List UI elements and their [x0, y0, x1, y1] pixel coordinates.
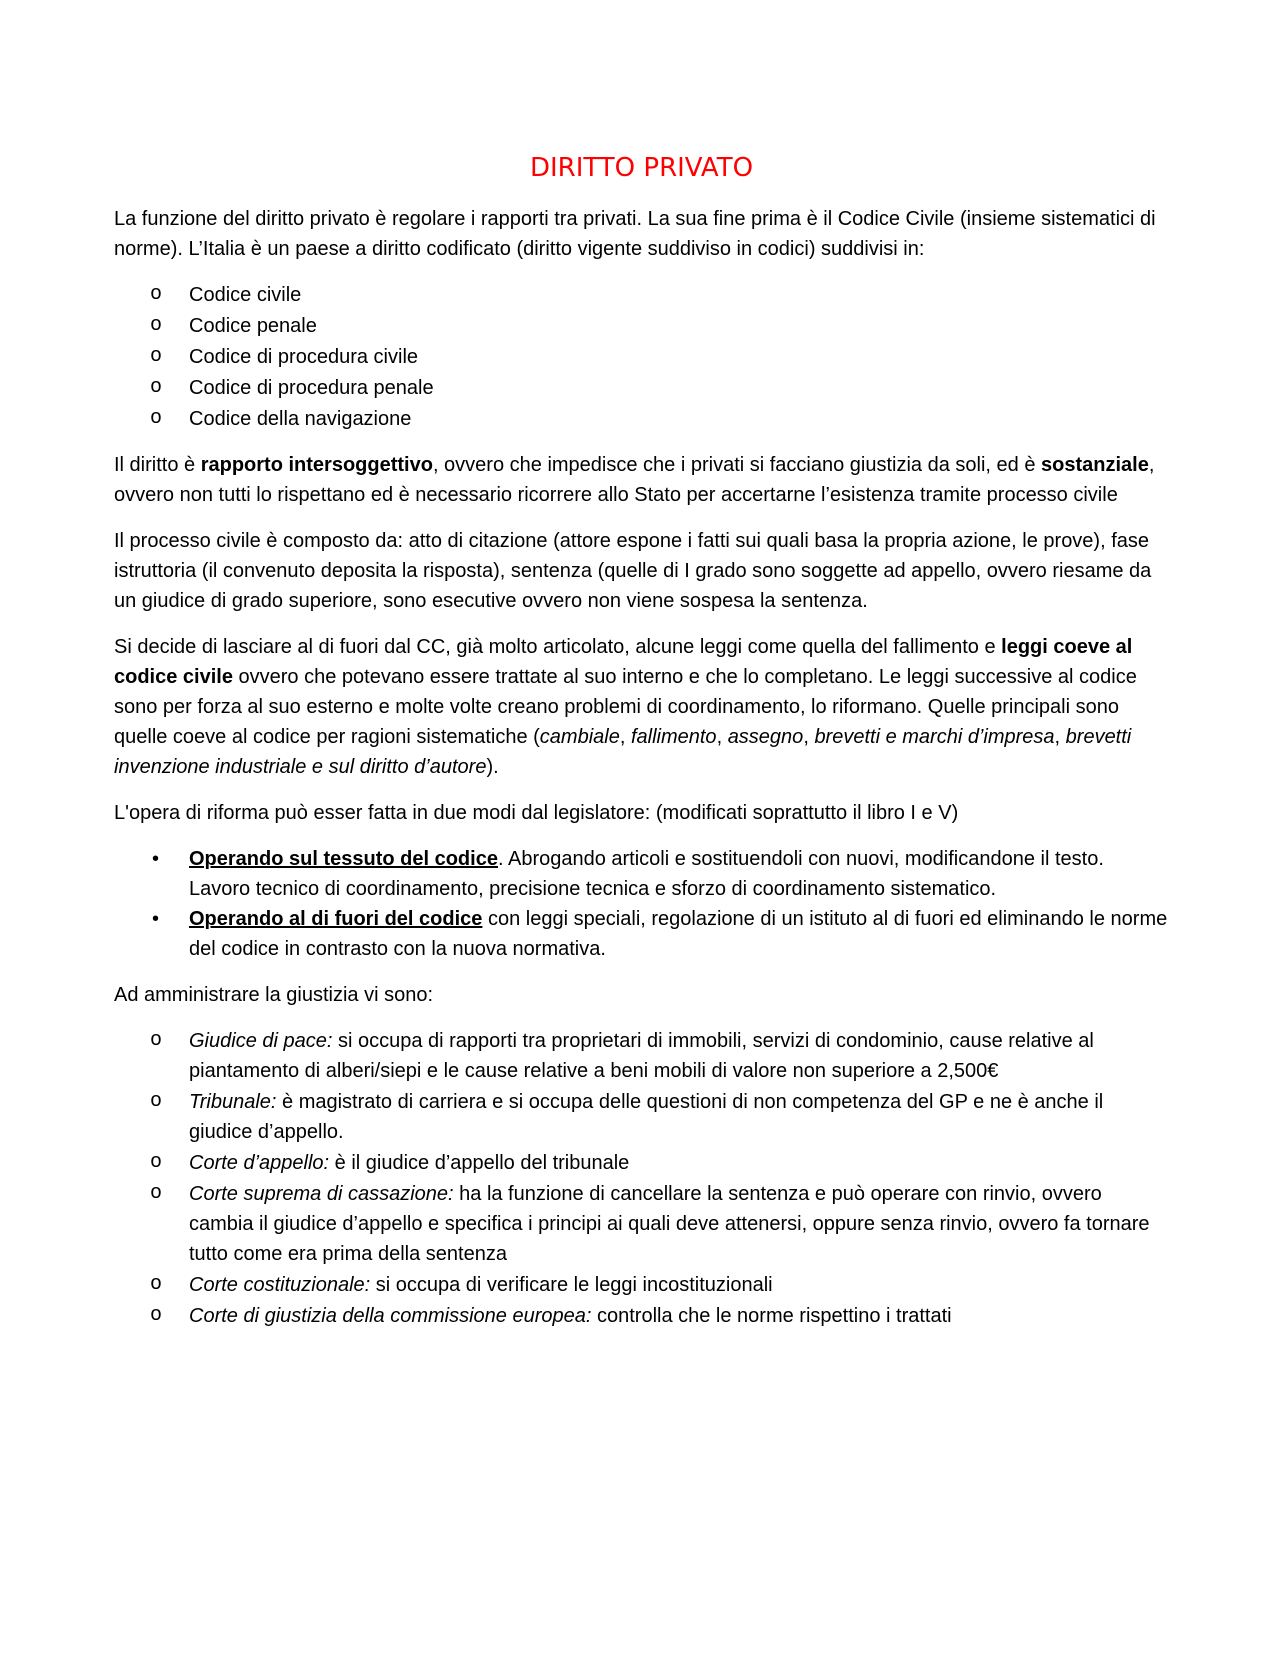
- circle-bullet-icon: o: [150, 1182, 163, 1205]
- circle-bullet-icon: o: [150, 407, 163, 430]
- bold-term: sostanziale: [1041, 454, 1149, 476]
- codici-list: [114, 280, 1169, 434]
- list-item: o Tribunale: è magistrato di carriera e si occupa delle questioni di non competenza del GP e ne è anche il giudice d’appello.: [114, 1087, 1169, 1147]
- paragraph-diritto: Il diritto è rapporto intersoggettivo, ovvero che impedisce che i privati si facciano giustizia da soli, ed è sostanziale, ovvero non tutti lo rispettano ed è necessario ricorrere allo Stato per accertarne l’esistenza tramite processo civile: [114, 454, 1155, 506]
- circle-bullet-icon: o: [150, 376, 163, 399]
- list-item: o Giudice di pace: si occupa di rapporti tra proprietari di immobili, servizi di condominio, cause relative al piantamento di alberi/siepi e le cause relative a beni mobili di valore non superiore a 2,500€: [114, 1026, 1169, 1086]
- paragraph-giustizia: Ad amministrare la giustizia vi sono:: [114, 984, 434, 1006]
- list-item: o Codice di procedura penale: [114, 373, 1169, 403]
- circle-bullet-icon: o: [150, 1273, 163, 1296]
- bold-term: rapporto intersoggettivo: [200, 454, 433, 476]
- list-item: • Operando sul tessuto del codice. Abrogando articoli e sostituendoli con nuovi, modificandone il testo. Lavoro tecnico di coordinamento, precisione tecnica e sforzo di coordinamento sistematico.: [114, 844, 1169, 904]
- list-item: o Codice penale: [114, 311, 1169, 341]
- list-item: o Corte suprema di cassazione: ha la funzione di cancellare la sentenza e può operare con rinvio, ovvero cambia il giudice d’appello e specifica i principi ai quali deve attenersi, oppure senza rinvio, ovvero fa tornare tutto come era prima della sentenza: [114, 1179, 1169, 1269]
- bold-term: leggi coeve al codice civile: [114, 636, 1133, 688]
- paragraph-intro: La funzione del diritto privato è regolare i rapporti tra privati. La sua fine prima è il Codice Civile (insieme sistematici di norme). L’Italia è un paese a diritto codificato (diritto vigente suddiviso in codici) suddivisi in:: [114, 208, 1156, 260]
- circle-bullet-icon: o: [150, 283, 163, 306]
- circle-bullet-icon: o: [150, 1304, 163, 1327]
- bullet-icon: •: [152, 908, 160, 930]
- document-body: [114, 150, 1169, 1347]
- circle-bullet-icon: o: [150, 1151, 163, 1174]
- list-item: o Codice civile: [114, 280, 1169, 310]
- circle-bullet-icon: o: [150, 345, 163, 368]
- giudici-list: [114, 1026, 1169, 1331]
- list-item: • Operando al di fuori del codice con leggi speciali, regolazione di un istituto al di fuori ed eliminando le norme del codice in contrasto con la nuova normativa.: [114, 904, 1169, 964]
- list-item: o Codice della navigazione: [114, 404, 1169, 434]
- circle-bullet-icon: o: [150, 1029, 163, 1052]
- paragraph-processo: Il processo civile è composto da: atto di citazione (attore espone i fatti sui quali basa la propria azione, le prove), fase istruttoria (il convenuto deposita la risposta), sentenza (quelle di I grado sono soggette ad appello, ovvero riesame da un giudice di grado superiore, sono esecutive ovvero non viene sospesa la sentenza.: [114, 530, 1152, 612]
- page-title: DIRITTO PRIVATO: [529, 153, 754, 183]
- list-item: o Corte di giustizia della commissione europea: controlla che le norme rispettino i trattati: [114, 1301, 1169, 1331]
- list-item: o Codice di procedura civile: [114, 342, 1169, 372]
- list-item: o Corte d’appello: è il giudice d’appello del tribunale: [114, 1148, 1169, 1178]
- bullet-icon: •: [152, 848, 160, 870]
- list-item: o Corte costituzionale: si occupa di verificare le leggi incostituzionali: [114, 1270, 1169, 1300]
- paragraph-riforma: L'opera di riforma può esser fatta in due modi dal legislatore: (modificati soprattutto il libro I e V): [114, 802, 959, 824]
- modi-list: [114, 844, 1169, 964]
- paragraph-leggi: Si decide di lasciare al di fuori dal CC, già molto articolato, alcune leggi come quella del fallimento e leggi coeve al codice civile ovvero che potevano essere trattate al suo interno e che lo completano. Le leggi successive al codice sono per forza al suo esterno e molte volte creano problemi di coordinamento, lo riformano. Quelle principali sono quelle coeve al codice per ragioni sistematiche (cambiale, fallimento, assegno, brevetti e marchi d’impresa, brevetti invenzione industriale e sul diritto d’autore).: [114, 636, 1137, 778]
- circle-bullet-icon: o: [150, 314, 163, 337]
- circle-bullet-icon: o: [150, 1090, 163, 1113]
